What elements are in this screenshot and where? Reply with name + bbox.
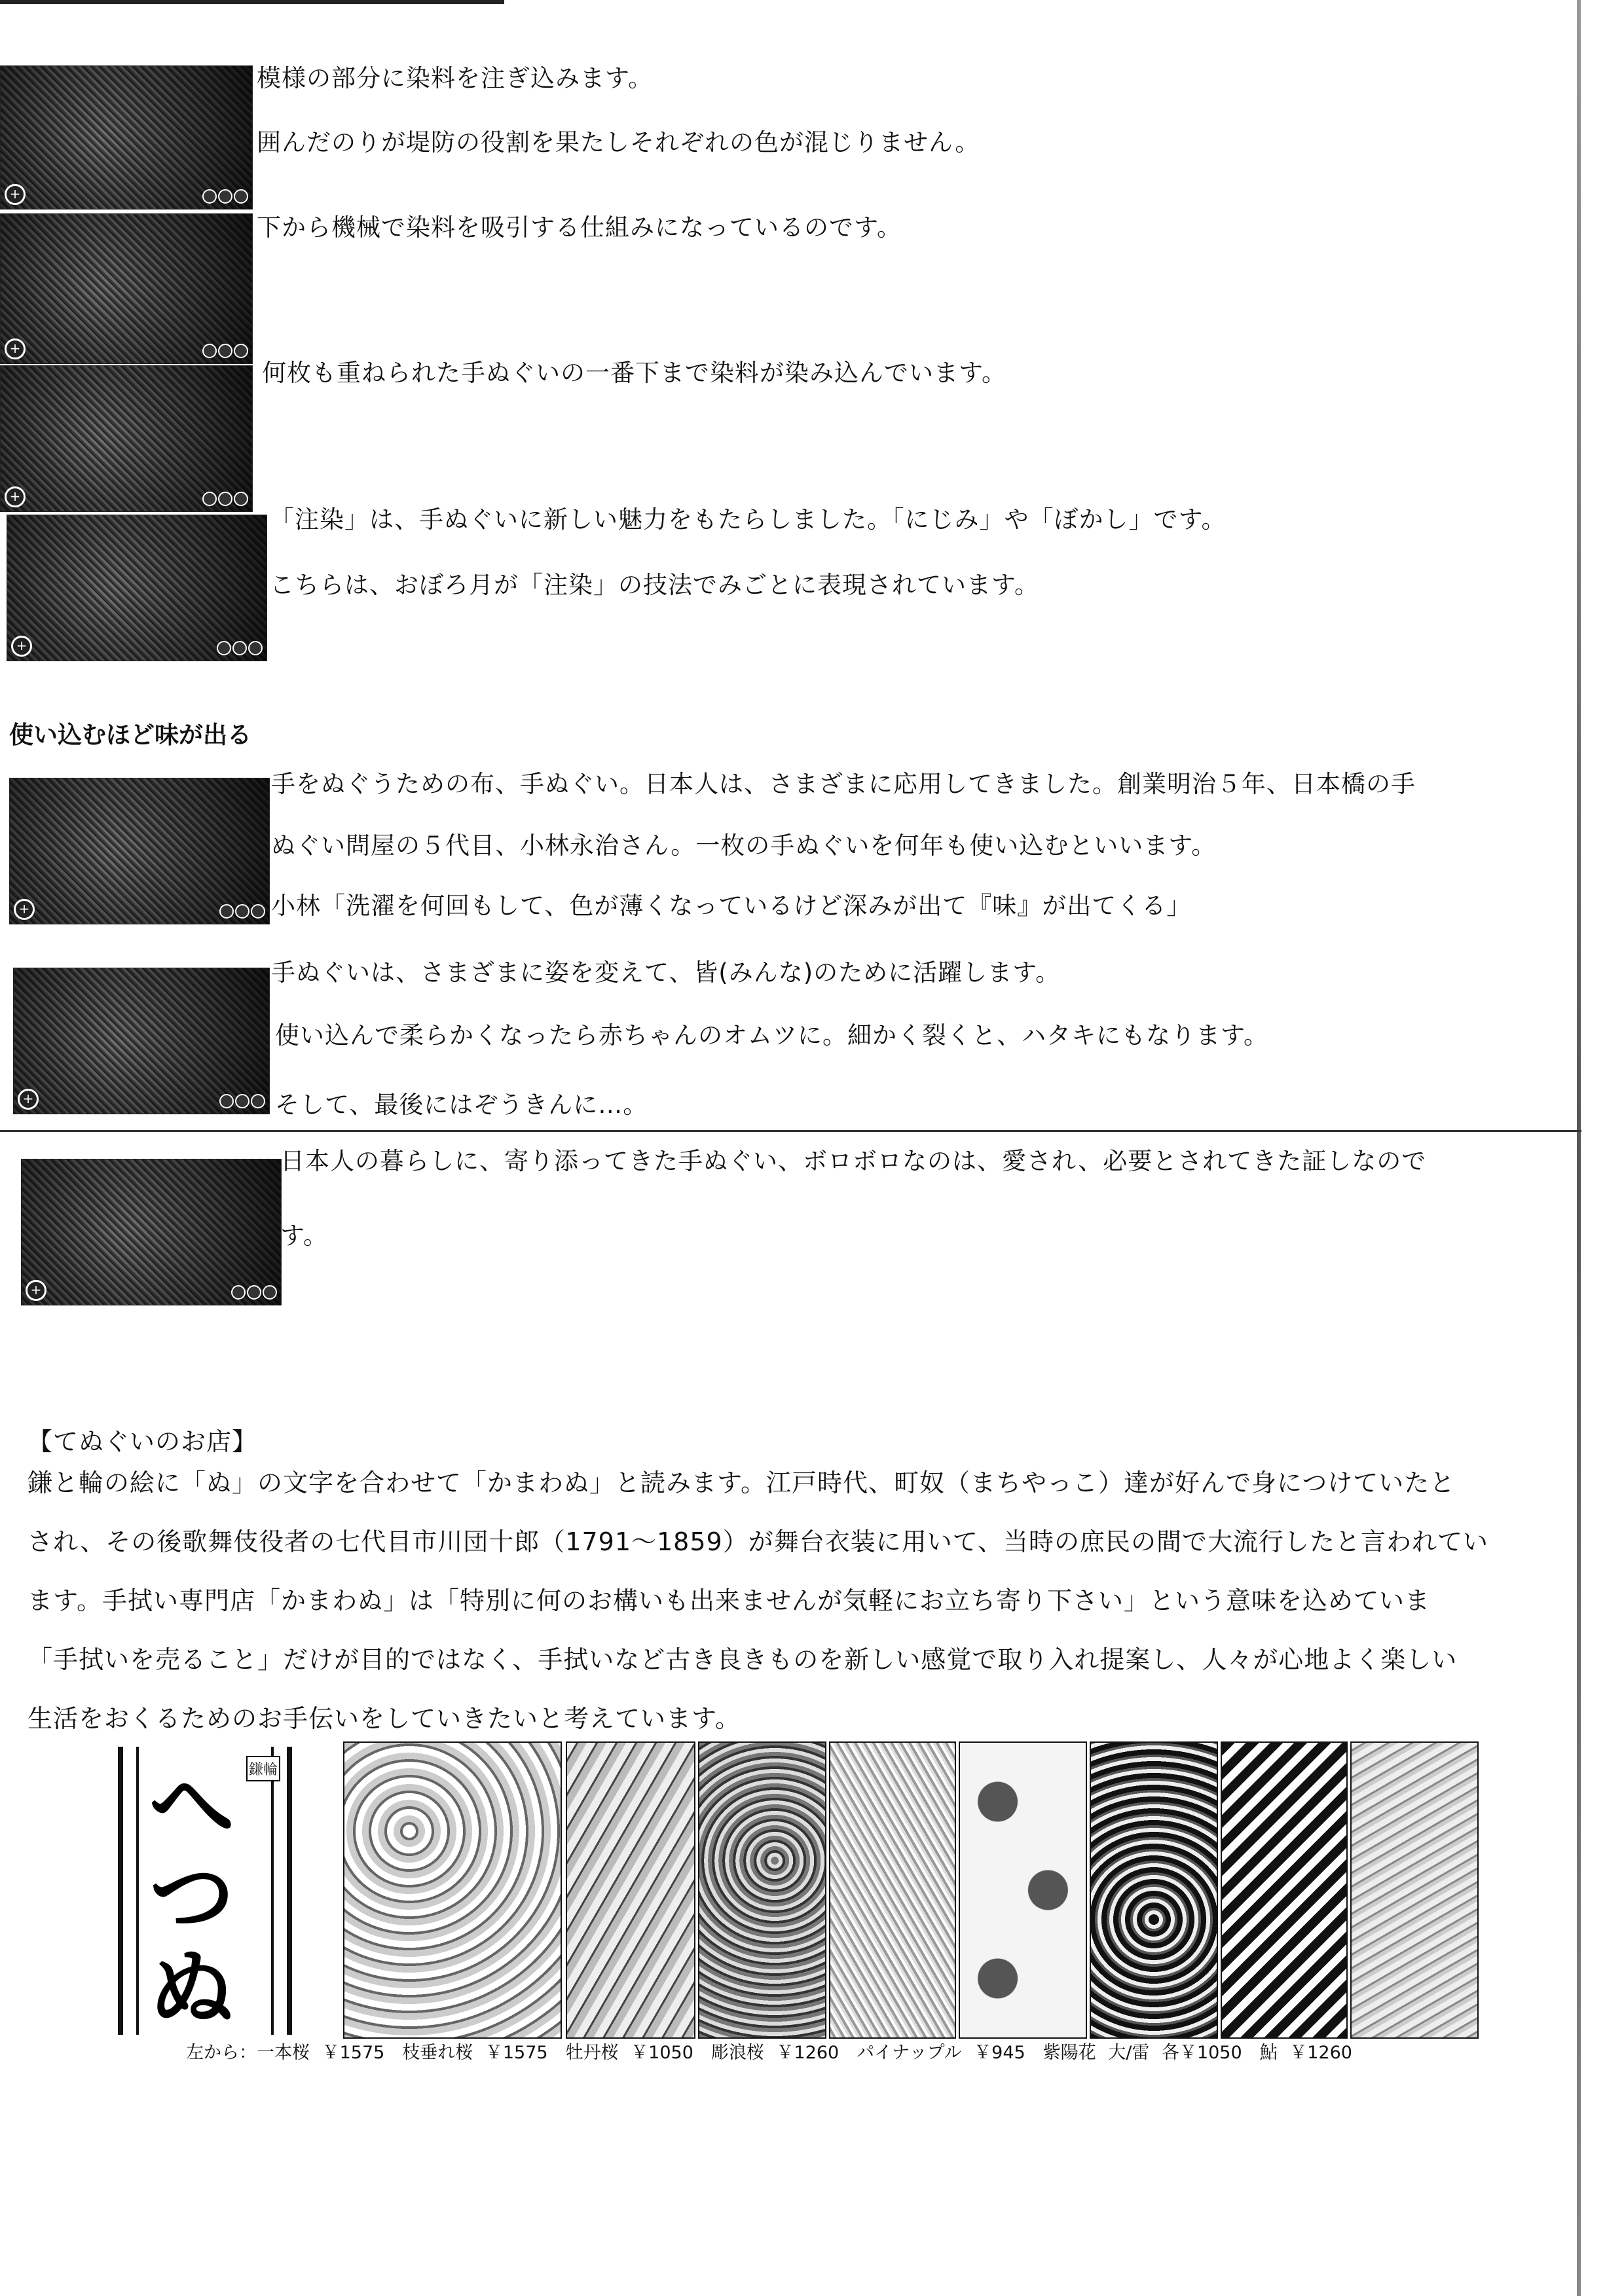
zoom-in-icon[interactable]: + <box>5 338 26 359</box>
text-line: 日本人の暮らしに、寄り添ってきた手ぬぐい、ボロボロなのは、愛され、必要とされてきた証しなので <box>280 1147 1427 1175</box>
logo-seal: 鎌輪 <box>246 1756 280 1781</box>
zoom-in-icon[interactable]: + <box>5 184 26 205</box>
media-controls-icon[interactable] <box>231 1285 277 1301</box>
photo-thumbnail-4[interactable] <box>7 515 267 661</box>
media-controls-icon[interactable] <box>217 641 263 657</box>
tenugui-swatch-ipponzakura[interactable] <box>343 1741 562 2039</box>
product-captions: 左から：一本桜 ￥1575 枝垂れ桜 ￥1575 牡丹桜 ￥1050 彫浪桜 ￥1260 パイナップル ￥945 紫陽花 大/雷 各￥1050 鮎 ￥1260 <box>186 2043 1352 2063</box>
tenugui-swatch-horinamizakura[interactable] <box>829 1741 956 2039</box>
divider <box>0 1130 1581 1132</box>
tenugui-swatch-shidarezakura[interactable] <box>566 1741 695 2039</box>
section-heading: 使い込むほど味が出る <box>9 721 251 749</box>
text-line: 下から機械で染料を吸引する仕組みになっているのです。 <box>257 213 902 242</box>
photo-thumbnail-1[interactable] <box>0 65 253 210</box>
photo-thumbnail-2[interactable] <box>0 213 253 364</box>
photo-thumbnail-5[interactable] <box>9 778 270 924</box>
tenugui-swatch-ajisai-kaminari[interactable] <box>1221 1741 1348 2039</box>
zoom-in-icon[interactable]: + <box>26 1280 46 1301</box>
photo-thumbnail-7[interactable] <box>21 1159 282 1305</box>
logo-mark: へつぬ <box>149 1755 235 2039</box>
photo-thumbnail-6[interactable] <box>13 968 270 1114</box>
scan-edge <box>1577 0 1581 2296</box>
text-line: 使い込んで柔らかくなったら赤ちゃんのオムツに。細かく裂くと、ハタキにもなります。 <box>275 1021 1269 1049</box>
shop-description <box>28 1453 1547 1748</box>
text-line: 手ぬぐいは、さまざまに姿を変えて、皆(みんな)のために活躍します。 <box>271 958 1061 987</box>
text-line: 囲んだのりが堤防の役割を果たしそれぞれの色が混じりません。 <box>257 128 980 156</box>
media-controls-icon[interactable] <box>219 904 265 920</box>
shop-heading: 【てぬぐいのお店】 <box>28 1427 258 1456</box>
text-line: 生活をおくるためのお手伝いをしていきたいと考えています。 <box>28 1704 741 1733</box>
media-controls-icon[interactable] <box>202 189 248 205</box>
text-line: 手をぬぐうための布、手ぬぐい。日本人は、さまざまに応用してきました。創業明治５年、日本橋の手 <box>271 770 1416 798</box>
zoom-in-icon[interactable]: + <box>14 899 35 920</box>
tenugui-swatch-ajisai[interactable] <box>1090 1741 1218 2039</box>
text-line: す。 <box>280 1222 329 1250</box>
kamawanu-logo <box>118 1747 292 2039</box>
text-line: され、その後歌舞伎役者の七代目市川団十郎（1791〜1859）が舞台衣装に用いて、当時の庶民の間で大流行したと言われてい <box>28 1527 1488 1556</box>
photo-thumbnail-3[interactable] <box>0 365 253 512</box>
text-line: 鎌と輪の絵に「ぬ」の文字を合わせて「かまわぬ」と読みます。江戸時代、町奴（まちやっこ）達が好んで身につけていたと <box>28 1468 1456 1497</box>
text-line: 「注染」は、手ぬぐいに新しい魅力をもたらしました。「にじみ」や「ぼかし」です。 <box>270 505 1227 534</box>
zoom-in-icon[interactable]: + <box>5 486 26 507</box>
text-line: ます。手拭い専門店「かまわぬ」は「特別に何のお構いも出来ませんが気軽にお立ち寄り下さい」という意味を込めていま <box>28 1586 1430 1615</box>
tenugui-swatch-ayu[interactable] <box>1350 1741 1479 2039</box>
zoom-in-icon[interactable]: + <box>18 1089 39 1110</box>
media-controls-icon[interactable] <box>202 344 248 359</box>
media-controls-icon[interactable] <box>219 1094 265 1110</box>
text-line: 何枚も重ねられた手ぬぐいの一番下まで染料が染み込んでいます。 <box>262 359 1007 387</box>
tenugui-swatch-botanzakura[interactable] <box>698 1741 826 2039</box>
tenugui-swatch-pineapple[interactable] <box>959 1741 1087 2039</box>
top-rule <box>0 0 504 4</box>
text-line: 「手拭いを売ること」だけが目的ではなく、手拭いなど古き良きものを新しい感覚で取り入れ提案し、人々が心地よく楽しい <box>28 1645 1458 1674</box>
text-line: 模様の部分に染料を注ぎ込みます。 <box>257 64 654 92</box>
zoom-in-icon[interactable]: + <box>11 636 32 657</box>
text-line: こちらは、おぼろ月が「注染」の技法でみごとに表現されています。 <box>270 571 1040 599</box>
text-line: 小林「洗濯を何回もして、色が薄くなっているけど深みが出て『味』が出てくる」 <box>271 892 1192 920</box>
text-line: そして、最後にはぞうきんに…。 <box>275 1091 648 1119</box>
media-controls-icon[interactable] <box>202 492 248 507</box>
text-line: ぬぐい問屋の５代目、小林永治さん。一枚の手ぬぐいを何年も使い込むといいます。 <box>271 831 1217 860</box>
